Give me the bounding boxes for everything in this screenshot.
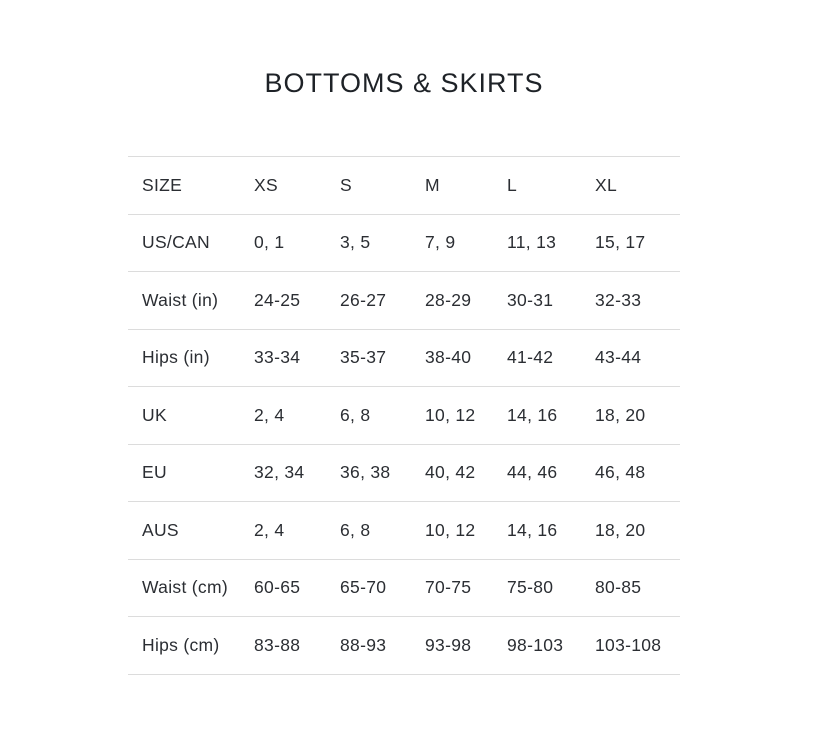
- row-label: UK: [142, 404, 167, 425]
- cell-value: 2, 4: [254, 519, 285, 540]
- cell-value: 60-65: [254, 577, 301, 598]
- cell-value: 18, 20: [595, 519, 646, 540]
- page-title: BOTTOMS & SKIRTS: [264, 68, 544, 98]
- cell-value: 24-25: [254, 289, 301, 310]
- cell-value: 0, 1: [254, 232, 285, 253]
- cell-value: 6, 8: [340, 404, 371, 425]
- cell-value: 14, 16: [507, 404, 558, 425]
- cell-value: 43-44: [595, 347, 642, 368]
- column-header-xs: XS: [254, 174, 278, 195]
- cell-value: 3, 5: [340, 232, 371, 253]
- cell-value: 41-42: [507, 347, 554, 368]
- row-label: AUS: [142, 519, 179, 540]
- column-header-s: S: [340, 174, 352, 195]
- table-row: [128, 559, 680, 617]
- cell-value: 83-88: [254, 634, 301, 655]
- row-label: Waist (in): [142, 289, 219, 310]
- cell-value: 75-80: [507, 577, 554, 598]
- row-label: Hips (in): [142, 347, 210, 368]
- cell-value: 35-37: [340, 347, 387, 368]
- cell-value: 46, 48: [595, 462, 646, 483]
- cell-value: 2, 4: [254, 404, 285, 425]
- column-header-size: SIZE: [142, 174, 183, 195]
- column-header-xl: XL: [595, 174, 618, 195]
- size-conversion-table: [128, 156, 680, 675]
- cell-value: 6, 8: [340, 519, 371, 540]
- column-header-m: M: [425, 174, 440, 195]
- cell-value: 33-34: [254, 347, 301, 368]
- size-guide-content: [128, 0, 680, 675]
- table-row: [128, 617, 680, 675]
- cell-value: 93-98: [425, 634, 472, 655]
- table-row: [128, 387, 680, 445]
- cell-value: 18, 20: [595, 404, 646, 425]
- cell-value: 44, 46: [507, 462, 558, 483]
- cell-value: 14, 16: [507, 519, 558, 540]
- column-header-l: L: [507, 174, 518, 195]
- cell-value: 36, 38: [340, 462, 391, 483]
- table-row: [128, 214, 680, 272]
- cell-value: 11, 13: [507, 232, 557, 253]
- cell-value: 80-85: [595, 577, 642, 598]
- cell-value: 38-40: [425, 347, 472, 368]
- cell-value: 32-33: [595, 289, 642, 310]
- cell-value: 103-108: [595, 634, 662, 655]
- cell-value: 10, 12: [425, 404, 476, 425]
- table-row: [128, 444, 680, 502]
- cell-value: 30-31: [507, 289, 554, 310]
- row-label: EU: [142, 462, 167, 483]
- cell-value: 65-70: [340, 577, 387, 598]
- cell-value: 40, 42: [425, 462, 476, 483]
- table-header-row: [128, 157, 680, 215]
- table-row: [128, 272, 680, 330]
- cell-value: 70-75: [425, 577, 472, 598]
- row-label: US/CAN: [142, 232, 210, 253]
- cell-value: 15, 17: [595, 232, 646, 253]
- cell-value: 98-103: [507, 634, 564, 655]
- row-label: Waist (cm): [142, 577, 228, 598]
- cell-value: 7, 9: [425, 232, 456, 253]
- cell-value: 28-29: [425, 289, 472, 310]
- row-label: Hips (cm): [142, 634, 220, 655]
- cell-value: 32, 34: [254, 462, 305, 483]
- cell-value: 88-93: [340, 634, 387, 655]
- table-row: [128, 502, 680, 560]
- table-row: [128, 329, 680, 387]
- cell-value: 10, 12: [425, 519, 476, 540]
- cell-value: 26-27: [340, 289, 387, 310]
